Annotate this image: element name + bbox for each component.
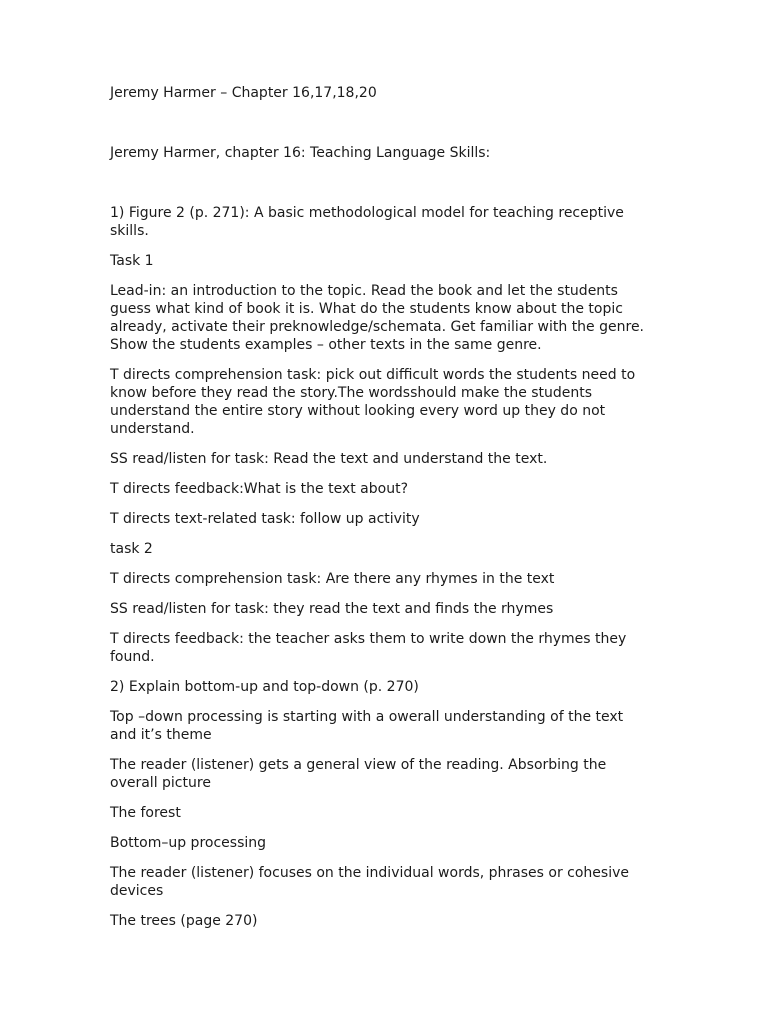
paragraph-line: T directs comprehension task: pick out difficult words the students need to [110,367,636,383]
paragraph-rhymes-feedback [110,630,710,666]
paragraph-task-1-label [110,252,710,270]
document-page [110,84,710,942]
paragraph-task-2-label [110,540,710,558]
paragraph-line: skills. [110,223,149,239]
paragraph-line: guess what kind of book it is. What do the students know about the topic [110,301,623,317]
paragraph-rhymes-task [110,570,710,588]
paragraph-line: understand. [110,421,195,437]
paragraph-line: T directs feedback: the teacher asks them to write down the rhymes they [110,631,627,647]
document-title: Jeremy Harmer – Chapter 16,17,18,20 [110,85,377,101]
paragraph-rhymes-read [110,600,710,618]
paragraph-lead-in [110,282,710,354]
paragraph-line: 2) Explain bottom-up and top-down (p. 270) [110,679,419,695]
paragraph-line: task 2 [110,541,153,557]
paragraph-text-related-task [110,510,710,528]
paragraph-line: Show the students examples – other texts in the same genre. [110,337,542,353]
paragraph-figure-question [110,204,710,240]
paragraph-bottom-up [110,834,710,852]
paragraph-line: Bottom–up processing [110,835,267,851]
paragraph-read-listen [110,450,710,468]
paragraph-line: already, activate their preknowledge/schemata. Get familiar with the genre. [110,319,645,335]
paragraph-line: overall picture [110,775,211,791]
paragraph-line: T directs feedback:What is the text about? [110,481,408,497]
paragraph-general-view [110,756,710,792]
paragraph-line: SS read/listen for task: they read the text and finds the rhymes [110,601,554,617]
paragraph-line: The trees (page 270) [110,913,258,929]
paragraph-line: T directs comprehension task: Are there any rhymes in the text [110,571,555,587]
paragraph-line: SS read/listen for task: Read the text and understand the text. [110,451,548,467]
paragraph-the-trees [110,912,710,930]
paragraph-line: T directs text-related task: follow up activity [110,511,420,527]
paragraph-explain-question [110,678,710,696]
paragraph-line: The reader (listener) focuses on the individual words, phrases or cohesive [110,865,630,881]
paragraph-line: Lead-in: an introduction to the topic. Read the book and let the students [110,283,618,299]
paragraph-line: The forest [110,805,181,821]
paragraph-line: know before they read the story.The wordsshould make the students [110,385,593,401]
paragraph-line: understand the entire story without looking every word up they do not [110,403,606,419]
paragraph-line: devices [110,883,164,899]
paragraph-comprehension-task [110,366,710,438]
paragraph-the-forest [110,804,710,822]
paragraph-feedback [110,480,710,498]
chapter-heading: Jeremy Harmer, chapter 16: Teaching Language Skills: [110,145,491,161]
paragraph-line: 1) Figure 2 (p. 271): A basic methodological model for teaching receptive [110,205,624,221]
paragraph-top-down [110,708,710,744]
paragraph-line: and it’s theme [110,727,212,743]
paragraph-line: Task 1 [110,253,154,269]
paragraph-individual-words [110,864,710,900]
paragraph-line: The reader (listener) gets a general view of the reading. Absorbing the [110,757,607,773]
paragraph-line: Top –down processing is starting with a owerall understanding of the text [110,709,624,725]
paragraph-line: found. [110,649,155,665]
